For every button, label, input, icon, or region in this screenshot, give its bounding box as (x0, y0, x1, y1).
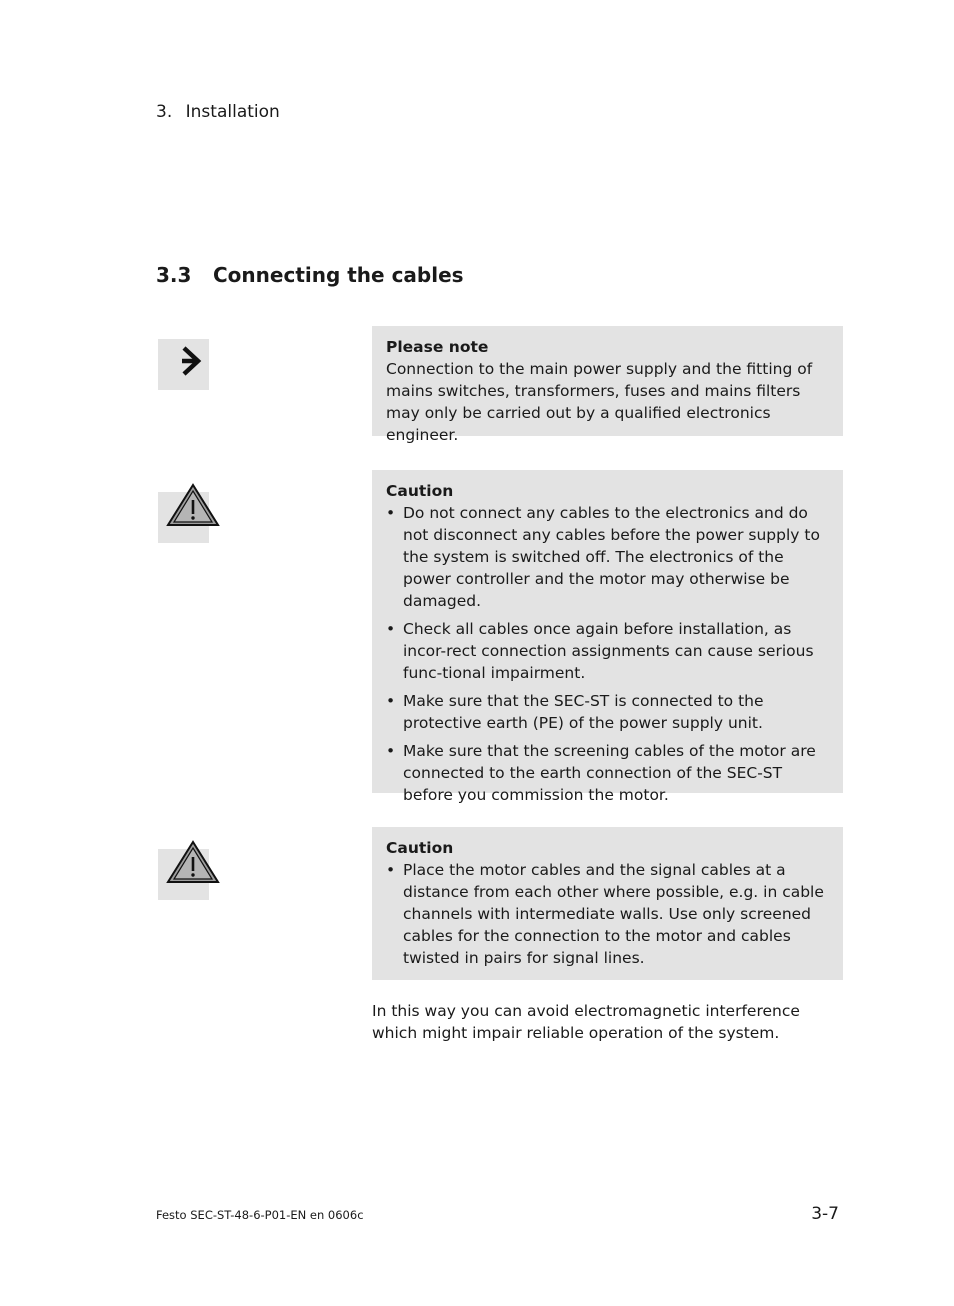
list-item-text: Place the motor cables and the signal cables at a distance from each other where possible, e.g. in cable channels with intermediate walls. Use only screened cables for the connection to the motor and cables twisted in pairs for signal lines. (403, 861, 824, 967)
list-item: • Make sure that the SEC-ST is connected to the protective earth (PE) of the power supply unit. (386, 692, 764, 732)
body-paragraph: In this way you can avoid electromagnetic interference which might impair reliable operation of the system. (372, 1002, 800, 1042)
chapter-title: Installation (185, 102, 280, 122)
caution-box-1 (372, 470, 843, 804)
arrow-right-icon (158, 339, 209, 390)
chapter-number: 3. (156, 102, 173, 122)
caution-title: Caution (386, 839, 454, 857)
list-item-text: Make sure that the screening cables of the motor are connected to the earth connection of the SEC-ST before you commission the motor. (403, 742, 816, 804)
footer-document-id: Festo SEC-ST-48-6-P01-EN en 0606c (156, 1208, 364, 1222)
caution-box-2 (372, 827, 843, 980)
caution-title: Caution (386, 482, 454, 500)
please-note-box (372, 326, 843, 444)
list-item-text: Check all cables once again before installation, as incor-rect connection assignments can cause serious func-tional impairment. (403, 620, 814, 682)
list-item: • Make sure that the screening cables of the motor are connected to the earth connection of the SEC-ST before you commission the motor. (386, 742, 816, 804)
section-title: Connecting the cables (213, 263, 464, 287)
section-heading (156, 263, 464, 287)
caution-list (386, 502, 835, 806)
page-number: 3-7 (811, 1204, 839, 1224)
warning-triangle-icon (158, 849, 209, 900)
list-item: • Do not connect any cables to the electronics and do not disconnect any cables before the power supply to the system is switched off. The electronics of the power controller and the motor may otherwise be damaged. (386, 504, 820, 610)
list-item: • Check all cables once again before installation, as incor-rect connection assignments can cause serious func-tional impairment. (386, 620, 814, 682)
list-item: • Place the motor cables and the signal cables at a distance from each other where possible, e.g. in cable channels with intermediate walls. Use only screened cables for the connection to the motor and cables twisted in pairs for signal lines. (386, 861, 824, 967)
list-item-text: Make sure that the SEC-ST is connected to the protective earth (PE) of the power supply unit. (403, 692, 764, 732)
caution-list (386, 859, 835, 969)
chapter-header (156, 102, 280, 122)
note-text: Connection to the main power supply and the fitting of mains switches, transformers, fuses and mains filters may only be carried out by a qualified electronics engineer. (386, 360, 813, 444)
warning-triangle-icon (158, 492, 209, 543)
note-title: Please note (386, 338, 489, 356)
section-number: 3.3 (156, 263, 192, 287)
list-item-text: Do not connect any cables to the electronics and do not disconnect any cables before the power supply to the system is switched off. The electronics of the power controller and the motor may otherwise be damaged. (403, 504, 820, 610)
